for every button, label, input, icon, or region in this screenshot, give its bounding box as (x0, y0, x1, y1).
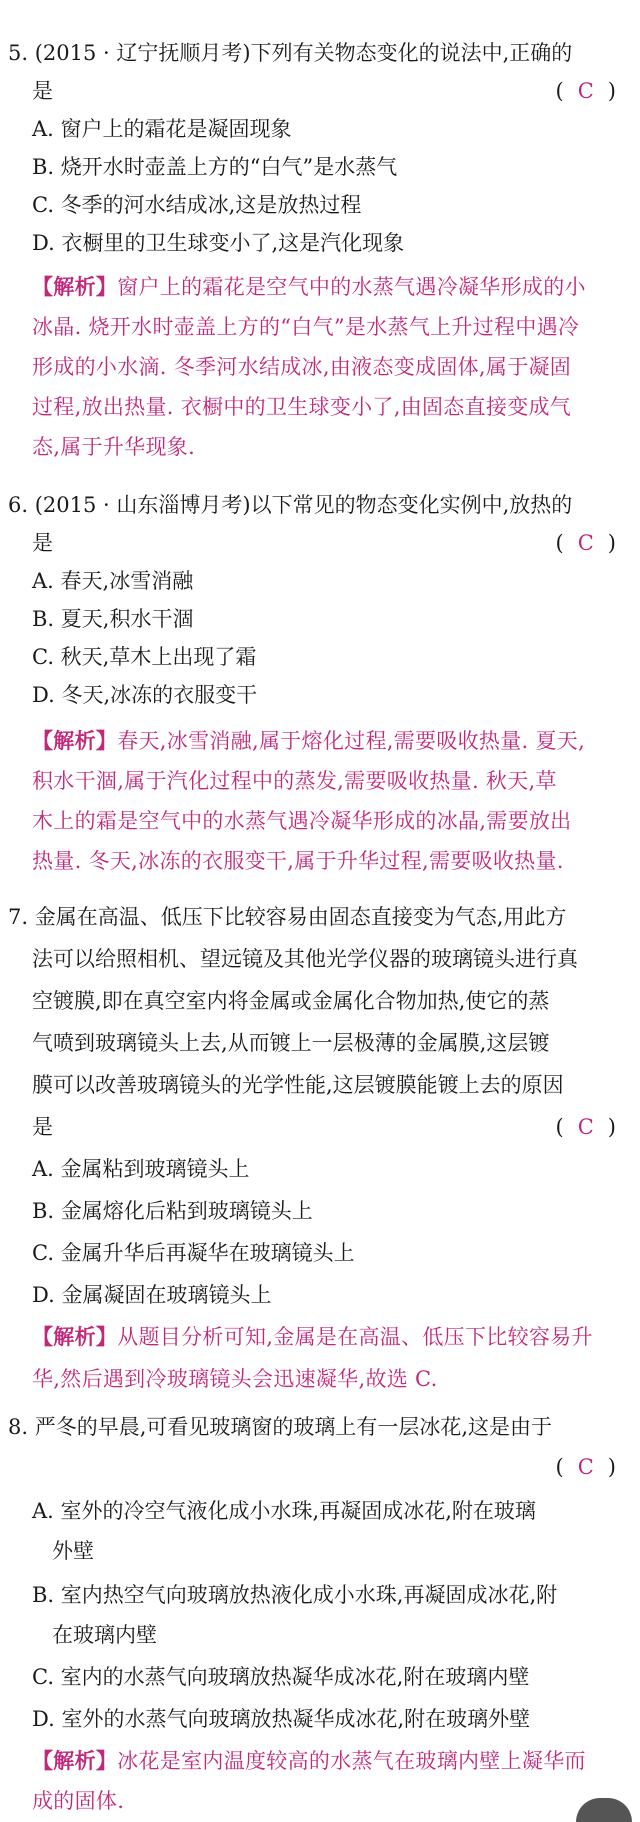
q6-option-b: B. 夏天,积水干涸 (32, 607, 194, 631)
q5-explanation-line2: 冰晶. 烧开水时壶盖上方的“白气”是水蒸气上升过程中遇冷 (32, 315, 580, 339)
q7-stem-line1: 7. 金属在高温、低压下比较容易由固态直接变为气态,用此方 (8, 905, 567, 929)
q7-option-b: B. 金属熔化后粘到玻璃镜头上 (32, 1199, 313, 1223)
q5-option-c: C. 冬季的河水结成冰,这是放热过程 (32, 193, 362, 217)
q6-stem-line1: 6. (2015 · 山东淄博月考)以下常见的物态变化实例中,放热的 (8, 493, 573, 517)
q8-option-a-line1: A. 室外的冷空气液化成小水珠,再凝固成冰花,附在玻璃 (32, 1499, 536, 1523)
q8-stem-line1: 8. 严冬的早晨,可看见玻璃窗的玻璃上有一层冰花,这是由于 (8, 1415, 553, 1439)
q8-explanation-tag: 【解析】 (32, 1748, 118, 1773)
q5-explanation-line1: 【解析】窗户上的霜花是空气中的水蒸气遇冷凝华形成的小 (32, 274, 586, 299)
q7-option-d: D. 金属凝固在玻璃镜头上 (32, 1283, 272, 1307)
q8-option-c: C. 室内的水蒸气向玻璃放热凝华成冰花,附在玻璃内壁 (32, 1665, 530, 1689)
q7-option-a: A. 金属粘到玻璃镜头上 (32, 1157, 250, 1181)
q7-answer: ( C ) (555, 1115, 616, 1139)
q7-stem-line3: 空镀膜,即在真空室内将金属或金属化合物加热,使它的蒸 (32, 989, 550, 1013)
q5-stem-line1: 5. (2015 · 辽宁抚顺月考)下列有关物态变化的说法中,正确的 (8, 41, 573, 65)
q5-answer: ( C ) (555, 79, 616, 103)
q8-answer-letter: C (577, 1455, 594, 1479)
q6-answer: ( C ) (555, 531, 616, 555)
q7-explanation-line1: 【解析】从题目分析可知,金属是在高温、低压下比较容易升 (32, 1324, 593, 1349)
q5-explanation-line4: 过程,放出热量. 衣橱中的卫生球变小了,由固态直接变成气 (32, 395, 572, 419)
q6-explanation-line4: 热量. 冬天,冰冻的衣服变干,属于升华过程,需要吸收热量. (32, 849, 564, 873)
q8-option-b-line2: 在玻璃内壁 (52, 1623, 157, 1647)
q6-option-c: C. 秋天,草木上出现了霜 (32, 645, 257, 669)
q7-stem-line2: 法可以给照相机、望远镜及其他光学仪器的玻璃镜头进行真 (32, 947, 578, 971)
q6-explanation-line3: 木上的霜是空气中的水蒸气遇冷凝华形成的冰晶,需要放出 (32, 809, 572, 833)
q5-option-b: B. 烧开水时壶盖上方的“白气”是水蒸气 (32, 155, 398, 179)
q7-stem-line6: 是 (32, 1115, 53, 1139)
q8-explanation-line2: 成的固体. (32, 1789, 125, 1813)
q6-option-a: A. 春天,冰雪消融 (32, 569, 194, 593)
q6-explanation-line1: 【解析】春天,冰雪消融,属于熔化过程,需要吸收热量. 夏天, (32, 728, 586, 753)
q8-answer: ( C ) (555, 1455, 616, 1479)
q8-option-b-line1: B. 室内热空气向玻璃放热液化成小水珠,再凝固成冰花,附 (32, 1583, 558, 1607)
q6-option-d: D. 冬天,冰冻的衣服变干 (32, 683, 258, 707)
q8-explanation-line1: 【解析】冰花是室内温度较高的水蒸气在玻璃内壁上凝华而 (32, 1748, 586, 1773)
q6-explanation-line2: 积水干涸,属于汽化过程中的蒸发,需要吸收热量. 秋天,草 (32, 769, 557, 793)
q5-explanation-line5: 态,属于升华现象. (32, 435, 196, 459)
q8-option-d: D. 室外的水蒸气向玻璃放热凝华成冰花,附在玻璃外壁 (32, 1707, 531, 1731)
q5-option-a: A. 窗户上的霜花是凝固现象 (32, 117, 292, 141)
q5-explanation-tag: 【解析】 (32, 274, 118, 299)
q7-stem-line4: 气喷到玻璃镜头上去,从而镀上一层极薄的金属膜,这层镀 (32, 1031, 550, 1055)
q6-explanation-tag: 【解析】 (32, 728, 118, 753)
q7-option-c: C. 金属升华后再凝华在玻璃镜头上 (32, 1241, 355, 1265)
q8-option-a-line2: 外壁 (52, 1539, 94, 1563)
q5-answer-letter: C (577, 79, 594, 103)
q7-answer-letter: C (577, 1115, 594, 1139)
q7-explanation-line2: 华,然后遇到冷玻璃镜头会迅速凝华,故选 C. (32, 1367, 438, 1391)
q7-stem-line5: 膜可以改善玻璃镜头的光学性能,这层镀膜能镀上去的原因 (32, 1073, 564, 1097)
q5-explanation-line3: 形成的小水滴. 冬季河水结成冰,由液态变成固体,属于凝固 (32, 355, 572, 379)
q5-stem-line2: 是 (32, 79, 53, 103)
q5-option-d: D. 衣橱里的卫生球变小了,这是汽化现象 (32, 231, 405, 255)
q6-answer-letter: C (577, 531, 594, 555)
q7-explanation-tag: 【解析】 (32, 1324, 118, 1349)
q6-stem-line2: 是 (32, 531, 53, 555)
